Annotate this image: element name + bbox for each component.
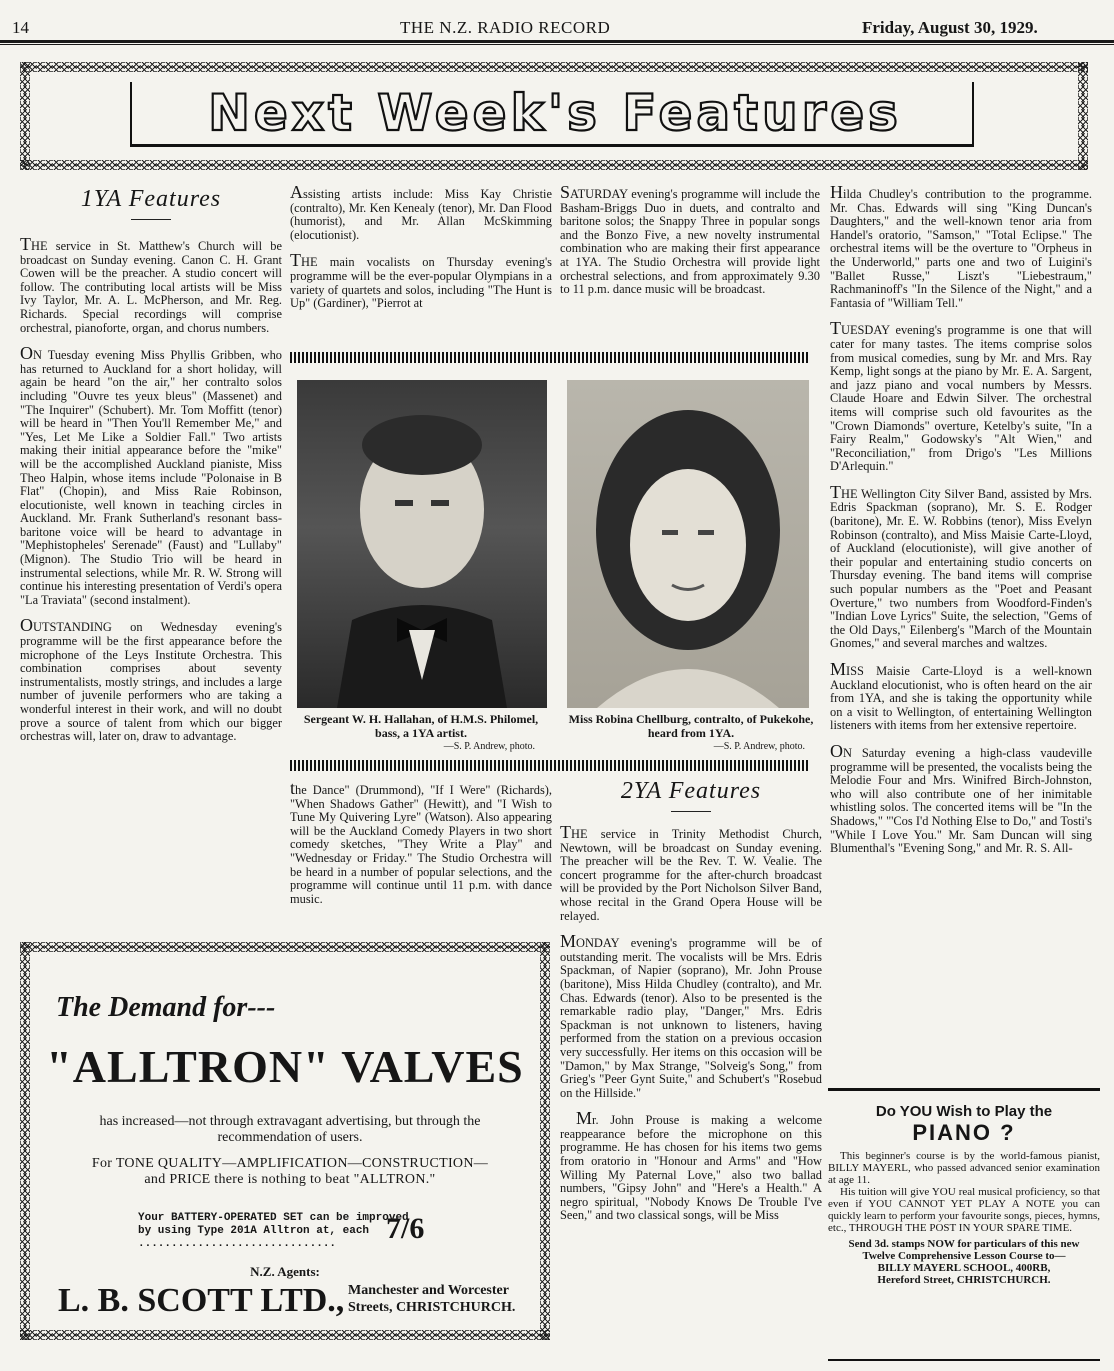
article-paragraph: Hilda Chudley's contribution to the programme. Mr. Chas. Edwards will sing "King Duncan's Daughters," and the well-known tenor aria from Handel's oratorio, "Samson," "Total Eclipse." The orchestral items will be the overture to "Orpheus in the Underworld," parts one and two of Luigini's "Ballet Russe," Liszt's "Liebestraum," Rachmaninoff's "In the Silence of the Night," and a Fantasia of "William Tell." — [830, 182, 1092, 310]
ad-piano-school: BILLY MAYERL SCHOOL, 400RB, Hereford Street, CHRISTCHURCH. — [877, 1262, 1051, 1286]
ad-piano-body: This beginner's course is by the world-famous pianist, BILLY MAYERL, who passed advanced senior examination at age 11. — [828, 1150, 1100, 1186]
photo-bottom-rule — [290, 760, 808, 771]
column-3-bottom — [560, 778, 822, 1235]
article-paragraph: Assisting artists include: Miss Kay Christie (contralto), Mr. Ken Kenealy (tenor), Mr. Dan Flood (humorist), and Mr. Allan McSkimming (elocutionist). — [290, 182, 552, 242]
article-paragraph: THE service in St. Matthew's Church will be broadcast on Sunday evening. Canon C. H. Grant Cowen will be the preacher. A studio concert will follow. The contributing local artists will be Miss Ivy Taylor, Mr. A. L. McPherson, and Mr. Reg. Richards. Special recordings will comprise orchestral, pianoforte, organ, and chorus numbers. — [20, 234, 282, 335]
column-3-top — [560, 182, 820, 309]
section-title-2ya: 2YA Features — [620, 778, 762, 804]
column-2-top — [290, 182, 552, 323]
ad-alltron-text: has increased—not through extravagant advertising, but through the recommendation of users. — [99, 1114, 481, 1145]
header-rule-thin — [0, 44, 1114, 45]
column-1 — [20, 186, 282, 756]
photo-credit-hallahan: —S. P. Andrew, photo. — [443, 741, 535, 752]
photo-caption-hallahan: Sergeant W. H. Hallahan, of H.M.S. Philomel, bass, a 1YA artist. — [303, 712, 539, 740]
ad-alltron-agents-label: N.Z. Agents: — [250, 1264, 320, 1279]
ad-alltron-company: L. B. SCOTT LTD., — [58, 1282, 345, 1319]
article-paragraph: ON Tuesday evening Miss Phyllis Gribben, who has returned to Auckland for a short holiday, will again be heard "on the air," her contralto solos including "Ouvre tes yeux bleus" (Massenet) and "The Inquirer" (Schubert). Mr. Tom Moffitt (tenor) will be heard in "Then You'll Remember Me," and "Yes, Let Me Like a Soldier Fall." Two artists making their initial appearance before the "mike" will be the accomplished Auckland pianiste, Miss Theo Halpin, whose items include "Polonaise in B Flat" (Chopin), and Miss Raie Robinson, elocutioniste, well known in teaching circles in Auckland. Mr. Frank Sutherland's resonant bass-baritone voice will be heard to advantage in "Mephistopheles' Serenade" (Faust) and "Lullaby" (Mignon). The Studio Trio will be heard in instrumental selections, while Mr. R. W. Strong will continue his interesting presentation of Verdi's opera "La Traviata" (second instalment). — [20, 343, 282, 607]
ad-alltron-lead: The Demand for--- — [56, 992, 276, 1023]
ad-piano — [828, 1088, 1100, 1361]
photo-caption-chellburg: Miss Robina Chellburg, contralto, of Pukekohe, heard from 1YA. — [568, 712, 814, 740]
column-4 — [830, 182, 1092, 868]
ad-piano-product: PIANO ? — [912, 1120, 1016, 1145]
banner-title: Next Week's Features — [208, 84, 902, 142]
article-paragraph: THE service in Trinity Methodist Church, Newtown, will be broadcast on Sunday evening. The preacher will be the Rev. T. W. Vealie. The concert programme for the after-church broadcast will be provided by the Port Nicholson Silver Band, whose recital in the Grand Opera House will be relayed. — [560, 822, 822, 923]
article-paragraph: Mr. John Prouse is making a welcome reappearance before the microphone on this programme. He has chosen for his items two gems from oratorio in "Honour and Arms" and "How Willing My Paternal Love," also two ballad numbers, "Gipsy John" and "Here's a Health." A negro spiritual, "Nobody Knows De Trouble I've Seen," and two classical songs, will be Miss — [560, 1108, 822, 1223]
portrait-silhouette-man — [297, 380, 547, 708]
column-2-bottom — [290, 778, 552, 918]
photo-top-rule — [290, 352, 808, 363]
article-paragraph: THE main vocalists on Thursday evening's programme will be the ever-popular Olympians in a variety of quartets and solos, including "The Hunt is Up" (Gardiner), "Pierrot at — [290, 250, 552, 311]
portrait-silhouette-woman — [567, 380, 809, 708]
ad-alltron-address: Manchester and Worcester Streets, CHRISTCHURCH. — [348, 1283, 516, 1315]
ad-piano-cta: Send 3d. stamps NOW for particulars of this new Twelve Comprehensive Lesson Course to— — [848, 1238, 1080, 1262]
ad-alltron-offer: Your BATTERY-OPERATED SET can be improved by using Type 201A Alltron at, each .............................. — [138, 1212, 409, 1250]
masthead: THE N.Z. RADIO RECORD — [400, 18, 611, 37]
title-rule — [671, 811, 711, 812]
ad-piano-headline: Do YOU Wish to Play the — [875, 1103, 1053, 1120]
banner-frame — [20, 62, 1088, 172]
article-paragraph: MONDAY evening's programme will be of outstanding merit. The vocalists will be Mrs. Edris Spackman, of Napier (soprano), Mr. John Prouse (baritone), Miss Hilda Chudley (contralto), and Mr. Chas. Edwards (tenor). Also to be presented is the remarkable radio play, "Danger," Mrs. Edris Spackman is not unknown to listeners, having performed from the station on a previous occasion very successfully. Her items on this occasion will be "Damon," by Max Strange, "Solveig's Song," from Grieg's "Peer Gynt Suite," and Schubert's "Rosebud on the Hillside." — [560, 931, 822, 1100]
ad-alltron-brand: "ALLTRON" VALVES — [46, 1041, 524, 1092]
portrait-photo-hallahan — [297, 380, 547, 708]
portrait-photo-chellburg — [567, 380, 809, 708]
article-paragraph: TUESDAY evening's programme is one that will cater for many tastes. The items comprise solos from musical comedies, sung by Mr. and Mrs. Ray Kemp, light songs at the piano by Mr. E. A. Sargent, and jazz piano and vocal numbers by Messrs. Claude Hoare and Edwin Silver. The orchestral items will comprise such old favourites as the "Crown Diamonds" overture, Ketelby's suite, "In a Fairy Realm," Godowsky's "Alt Wien," and "Reconciliation," from Drigo's "Les Millions D'Arlequin." — [830, 318, 1092, 474]
article-paragraph: OUTSTANDING on Wednesday evening's programme will be the first appearance before the microphone of the Leys Institute Orchestra. This combination comprises about seventy instrumentalists, mostly strings, and includes a large number of juvenile performers who are taking a wonderful interest in their work, and will no doubt prove a source of talent from which our bigger orchestras will, later on, draw to advantage. — [20, 615, 282, 744]
article-paragraph: SATURDAY evening's programme will include the Basham-Briggs Duo in duets, and contralto and baritone solos; the Snappy Three in popular songs and the Bonzo Five, a new novelty instrumental combination who are making their first appearance at 1YA. The Studio Orchestra will provide light orchestral selections, and from approximately 9.30 to 11 p.m. dance music will be broadcast. — [560, 182, 820, 297]
ad-alltron-price: 7/6 — [386, 1212, 425, 1245]
section-title-1ya: 1YA Features — [80, 186, 222, 212]
article-paragraph: THE Wellington City Silver Band, assisted by Mrs. Edris Spackman (soprano), Mr. S. E. Rodger (baritone), Mr. E. W. Robbins (tenor), Miss Evelyn Robinson (contralto), and Miss Maisie Carte-Lloyd, of Auckland (elocutioniste), will give another of their popular and entertaining studio concerts on Thursday evening. The band items will comprise such popular numbers as the "Poet and Peasant Overture," two numbers from Woodford-Finden's "Indian Love Lyrics" Suite, the selection, "Gems of the Old Days," Eilenberg's "March of the Mountain Gnomes," and several marches and waltzes. — [830, 481, 1092, 651]
photo-credit-chellburg: —S. P. Andrew, photo. — [713, 741, 805, 752]
article-paragraph: MISS Maisie Carte-Lloyd is a well-known Auckland elocutionist, who is often heard on the air from 1YA, and she is taking the opportunity while on a visit to Wellington, of entertaining Wellington listeners with items from her extensive repertoire. — [830, 659, 1092, 733]
ad-piano-body: His tuition will give YOU real musical proficiency, so that even if YOU CANNOT YET PLAY A NOTE you can quickly learn to perform your favourite songs, pieces, hymns, etc., THROUGH THE POST IN YOUR SPARE TIME. — [828, 1186, 1100, 1234]
issue-date: Friday, August 30, 1929. — [862, 18, 1038, 37]
page-number: 14 — [12, 18, 29, 37]
header-rule — [0, 40, 1114, 43]
ad-alltron — [20, 942, 550, 1342]
ad-alltron-quality: For TONE QUALITY—AMPLIFICATION—CONSTRUCTION—and PRICE there is nothing to beat "ALLTRON." — [91, 1156, 489, 1187]
article-paragraph: ON Saturday evening a high-class vaudeville programme will be presented, the vocalists being the Melodie Four and Mrs. Winifred Birch-Johnston, who will also contribute one of her inimitable whistling solos. The concerted items will be "In the Shadows," "'Cos I'd Nothing Else to Do," and Tosti's "While I Love You." Mr. Sam Duncan will sing Blumenthal's "Evening Song," and Mr. R. S. All- — [830, 740, 1092, 856]
article-paragraph: the Dance" (Drummond), "If I Were" (Richards), "When Shadows Gather" (Hewitt), and "I Wish to Tune My Quivering Lyre" (Watson). Also appearing will be the Auckland Comedy Players in two short comedy sketches, "They Write a Play" and "Wednesday or Friday." The Studio Orchestra will be heard in a number of popular selections, and the programme will continue until 11 p.m. with dance music. — [290, 778, 552, 906]
title-rule — [131, 219, 171, 220]
